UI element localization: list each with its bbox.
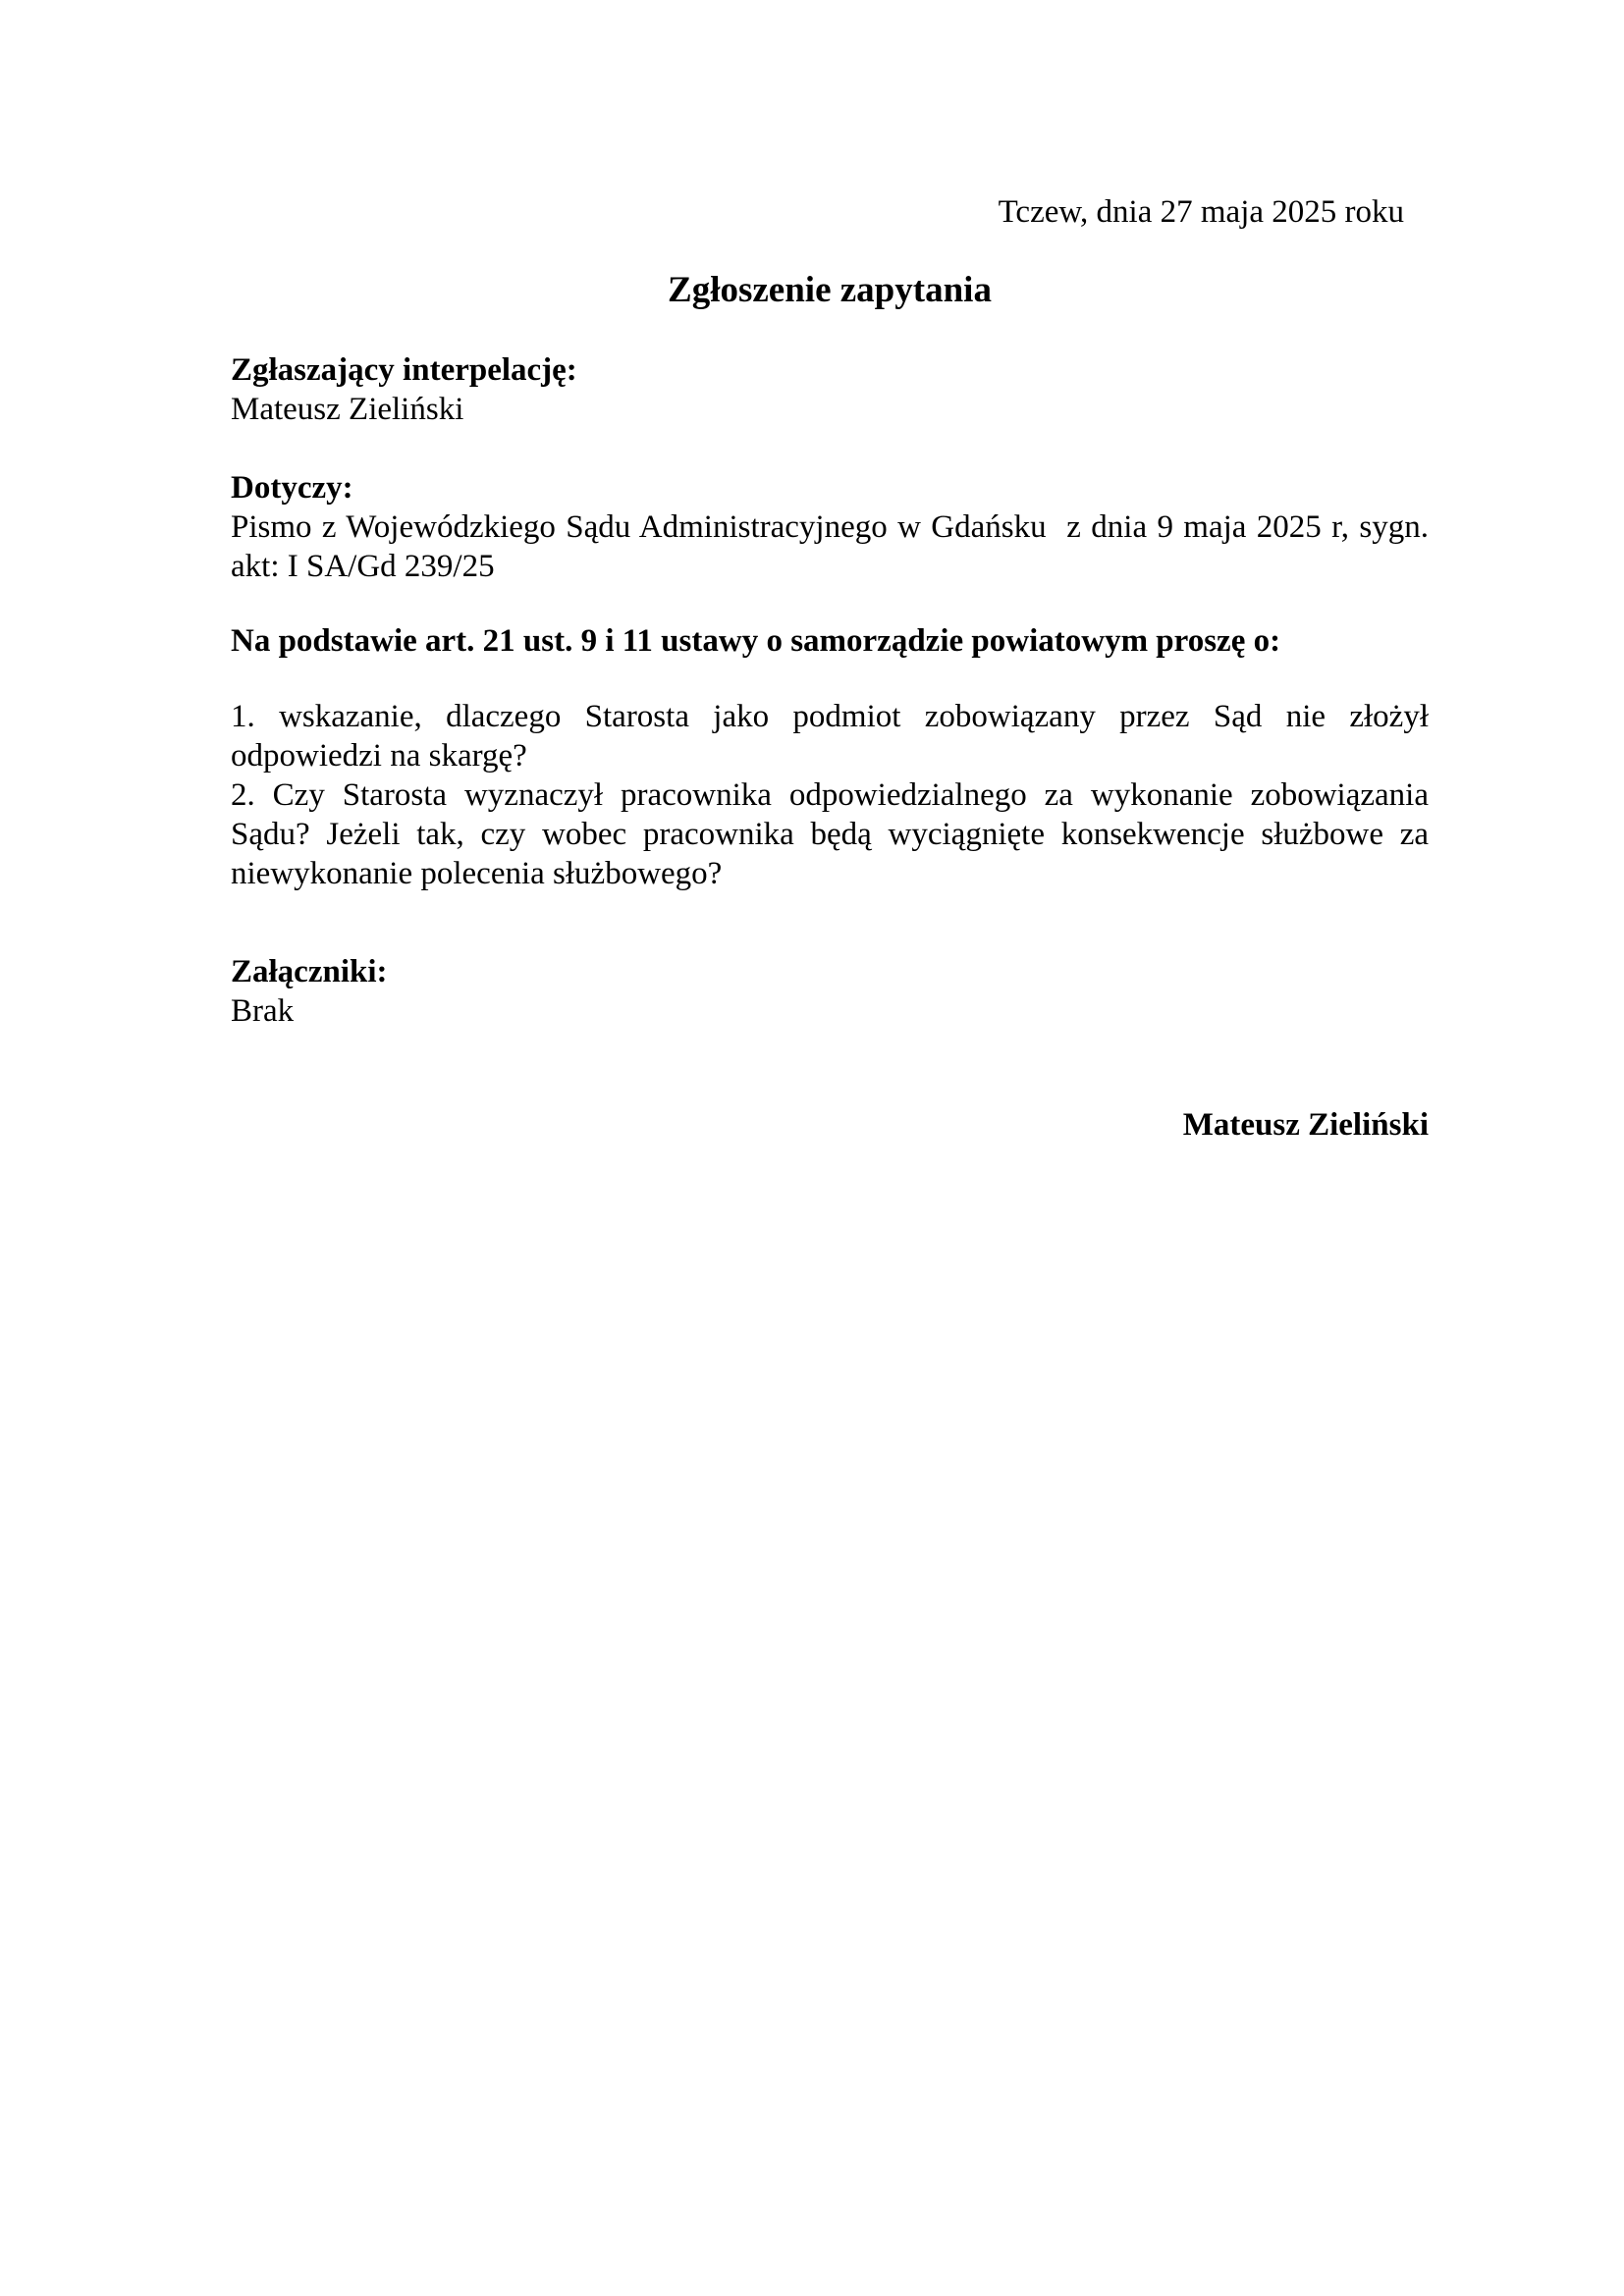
submitter-name: Mateusz Zieliński	[231, 392, 464, 427]
question-item-2: 2. Czy Starosta wyznaczył pracownika odpowiedzialnego za wykonanie zobowiązania Sądu? Jeżeli tak, czy wobec pracownika będą wyciągnięte konsekwencje służbowe za niewykonanie polecenia służbowego?	[231, 777, 1429, 891]
subject-text: Pismo z Wojewódzkiego Sądu Administracyjnego w Gdańsku z dnia 9 maja 2025 r, sygn. akt: I SA/Gd 239/25	[231, 509, 1437, 584]
questions-list	[231, 697, 1429, 893]
signature-name: Mateusz Zieliński	[1182, 1107, 1429, 1143]
document-title: Zgłoszenie zapytania	[668, 270, 992, 310]
question-item-1: 1. wskazanie, dlaczego Starosta jako podmiot zobowiązany przez Sąd nie złożył odpowiedzi na skargę?	[231, 699, 1429, 774]
attachments-label: Załączniki:	[231, 954, 388, 989]
submitter-label: Zgłaszający interpelację:	[231, 352, 577, 388]
legal-basis-heading: Na podstawie art. 21 ust. 9 i 11 ustawy o samorządzie powiatowym proszę o:	[231, 623, 1281, 659]
attachments-value: Brak	[231, 993, 295, 1029]
date-line: Tczew, dnia 27 maja 2025 roku	[998, 194, 1404, 230]
subject-label: Dotyczy:	[231, 470, 353, 506]
